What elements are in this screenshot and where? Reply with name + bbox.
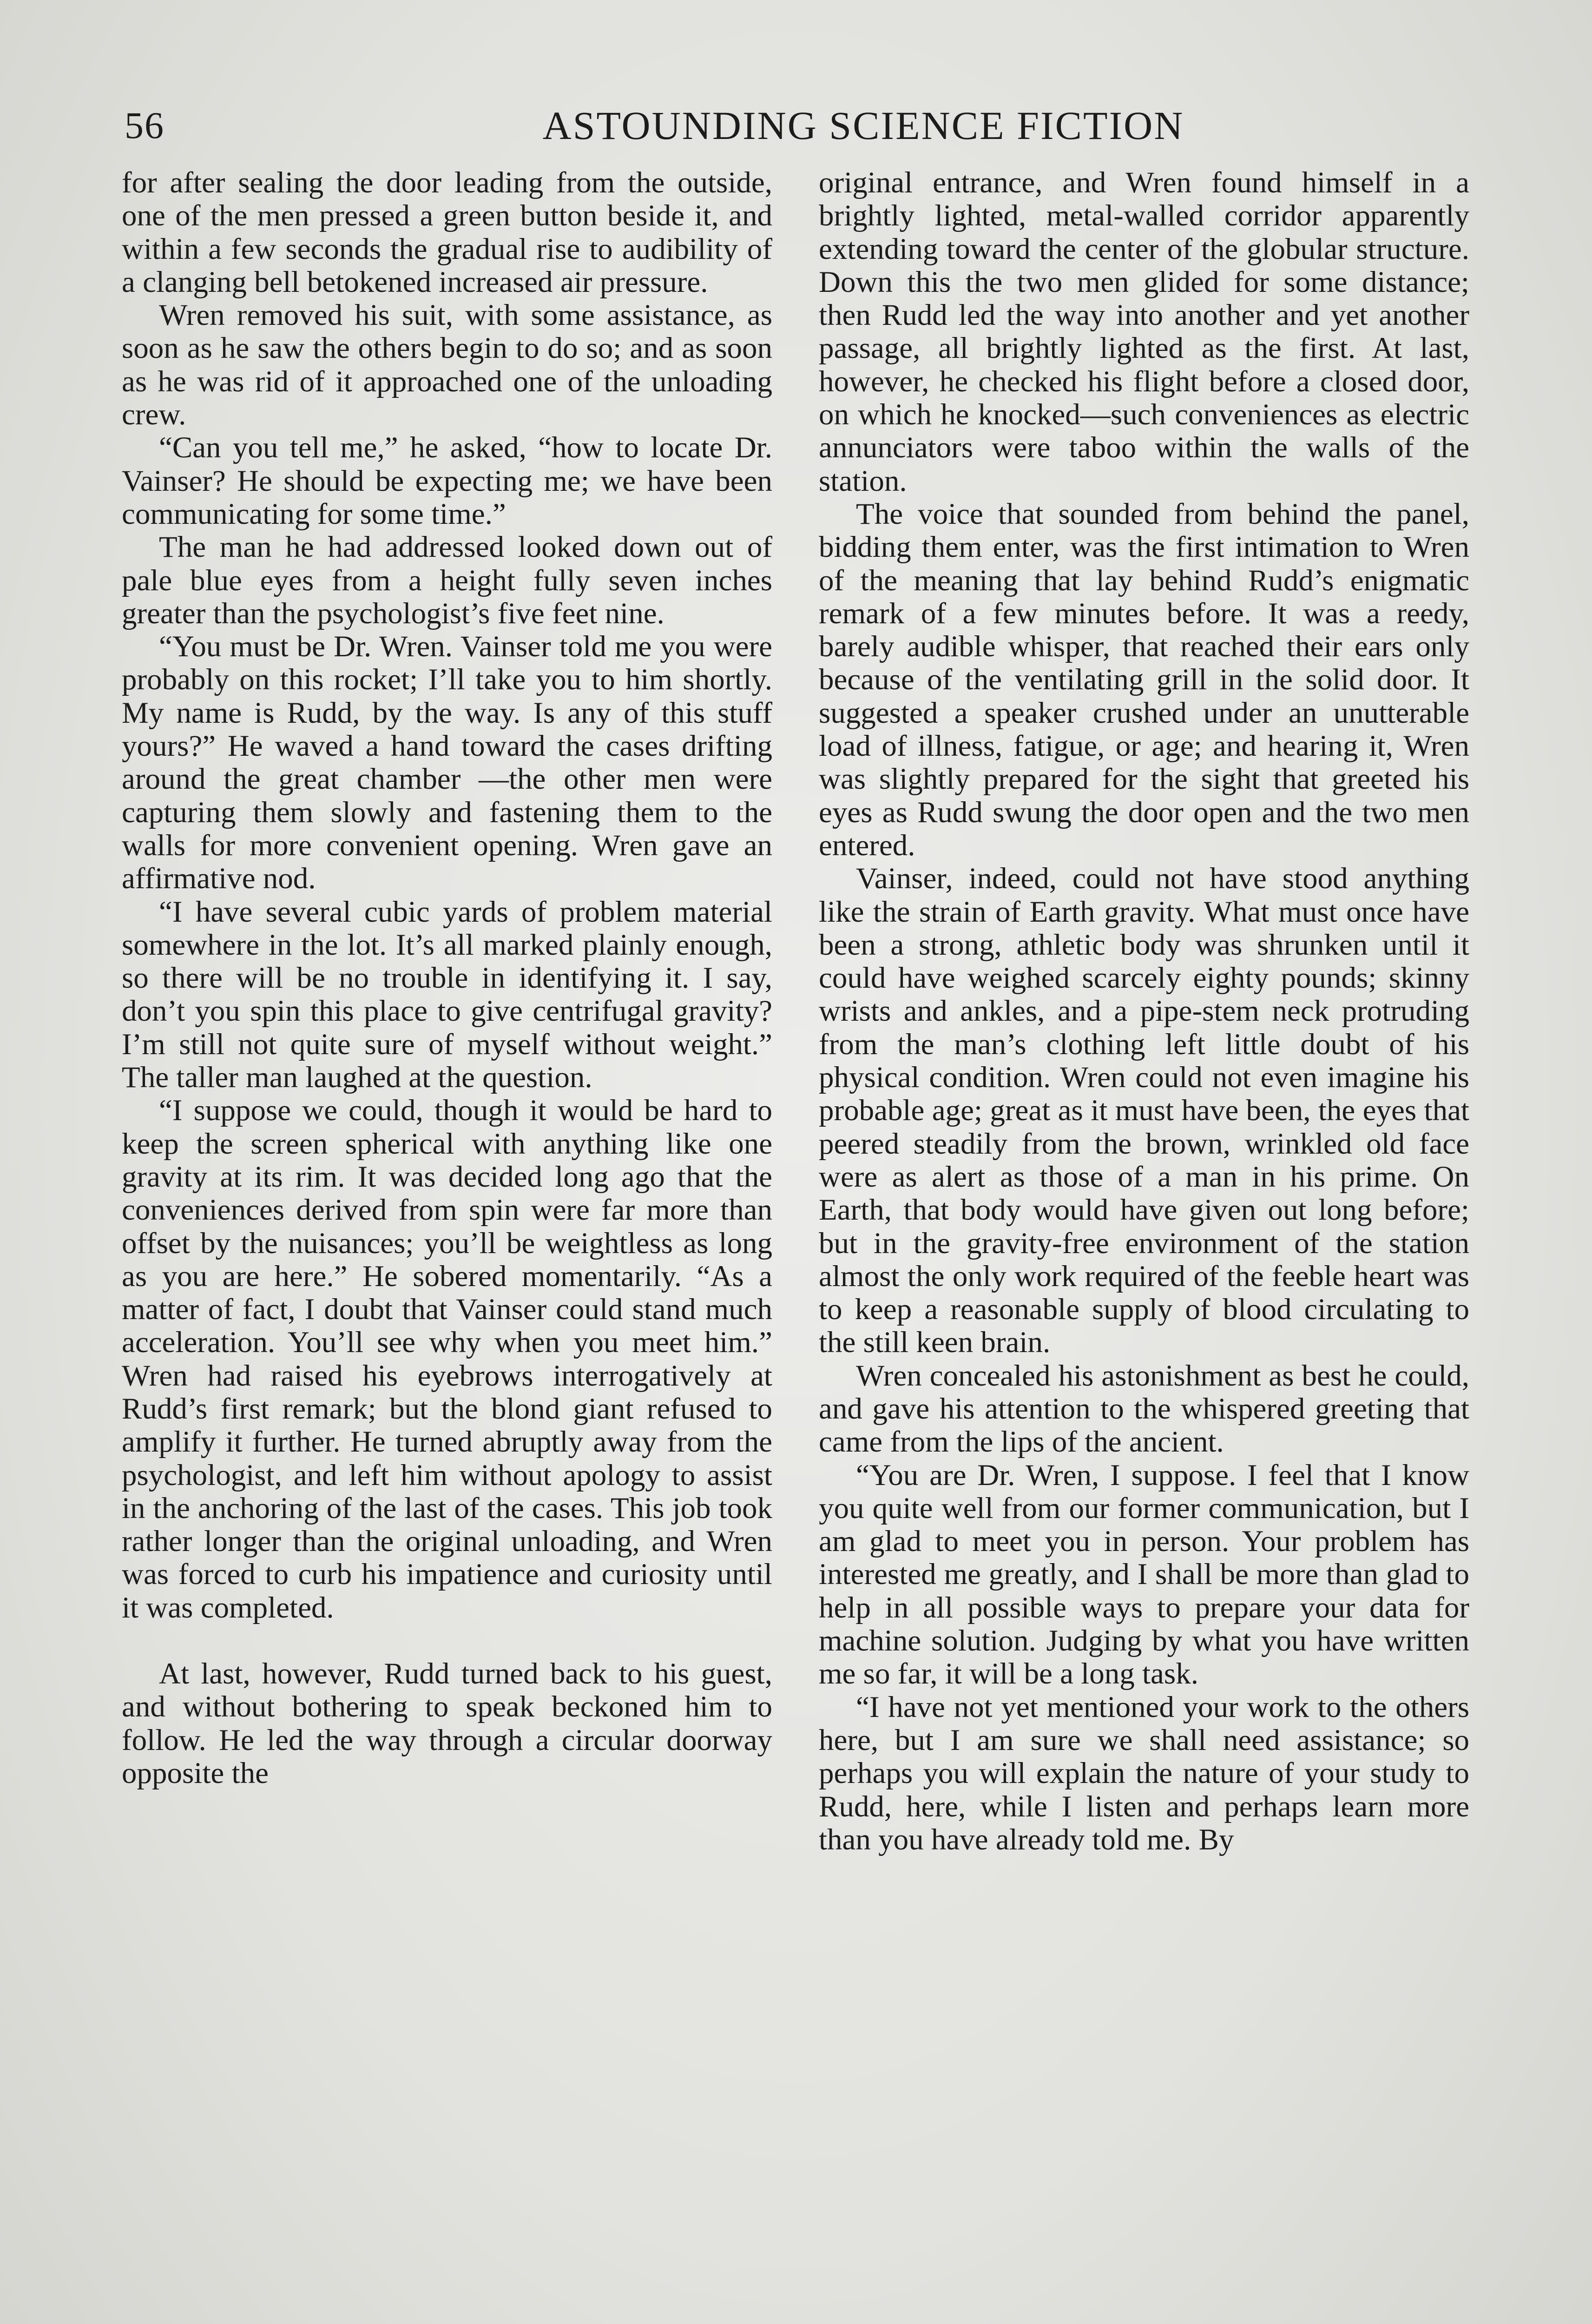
paragraph: original entrance, and Wren found himself in a brightly lighted, metal-walled corridor apparently extending toward the center of the globular structure. Down this the two men glided for some distance; then Rudd led the way into another and yet another passage, all brightly lighted as the first. At last, however, he checked his flight before a closed door, on which he knocked—such conveniences as electric annunciators were taboo within the walls of the station.	[819, 166, 1469, 498]
page-number: 56	[125, 104, 164, 146]
paragraph: Wren removed his suit, with some assistance, as soon as he saw the others begin to do so; and as soon as he was rid of it approached one of the unloading crew.	[122, 298, 772, 432]
left-column	[122, 166, 772, 1790]
paragraph: The man he had addressed looked down out of pale blue eyes from a height fully seven inches greater than the psychologist’s five feet nine.	[122, 530, 772, 630]
paragraph: “You are Dr. Wren, I suppose. I feel that I know you quite well from our former communication, but I am glad to meet you in person. Your problem has interested me greatly, and I shall be more than glad to help in all possible ways to prepare your data for machine solution. Judging by what you have written me so far, it will be a long task.	[819, 1458, 1469, 1691]
paragraph: “Can you tell me,” he asked, “how to locate Dr. Vainser? He should be expecting me; we have been communicating for some time.”	[122, 431, 772, 531]
paragraph: The voice that sounded from behind the panel, bidding them enter, was the first intimation to Wren of the meaning that lay behind Rudd’s enigmatic remark of a few minutes before. It was a reedy, barely audible whisper, that reached their ears only because of the ventilating grill in the solid door. It suggested a speaker crushed under an unutterable load of illness, fatigue, or age; and hearing it, Wren was slightly prepared for the sight that greeted his eyes as Rudd swung the door open and the two men entered.	[819, 497, 1469, 862]
paragraph: At last, however, Rudd turned back to his guest, and without bothering to speak beckoned him to follow. He led the way through a circular doorway opposite the	[122, 1657, 772, 1790]
right-column	[819, 166, 1469, 1856]
page-header	[125, 100, 1491, 151]
running-title: ASTOUNDING SCIENCE FICTION	[542, 103, 1184, 148]
paragraph: “You must be Dr. Wren. Vainser told me you were probably on this rocket; I’ll take you to him shortly. My name is Rudd, by the way. Is any of this stuff yours?” He waved a hand toward the cases drifting around the great chamber —the other men were capturing them slowly and fastening them to the walls for more convenient opening. Wren gave an affirmative nod.	[122, 630, 772, 896]
paragraph: for after sealing the door leading from the outside, one of the men pressed a green button beside it, and within a few seconds the gradual rise to audibility of a clanging bell betokened increased air pressure.	[122, 166, 772, 299]
paragraph: Vainser, indeed, could not have stood anything like the strain of Earth gravity. What must once have been a strong, athletic body was shrunken until it could have weighed scarcely eighty pounds; skinny wrists and ankles, and a pipe-stem neck protruding from the man’s clothing left little doubt of his physical condition. Wren could not even imagine his probable age; great as it must have been, the eyes that peered steadily from the brown, wrinkled old face were as alert as those of a man in his prime. On Earth, that body would have given out long before; but in the gravity-free environment of the station almost the only work required of the feeble heart was to keep a reasonable supply of blood circulating to the still keen brain.	[819, 862, 1469, 1360]
paragraph: “I have not yet mentioned your work to the others here, but I am sure we shall need assistance; so perhaps you will explain the nature of your study to Rudd, here, while I listen and perhaps learn more than you have already told me. By	[819, 1690, 1469, 1856]
paragraph: “I have several cubic yards of problem material somewhere in the lot. It’s all marked plainly enough, so there will be no trouble in identifying it. I say, don’t you spin this place to give centrifugal gravity? I’m still not quite sure of myself without weight.” The taller man laughed at the question.	[122, 895, 772, 1095]
paragraph: Wren concealed his astonishment as best he could, and gave his attention to the whispered greeting that came from the lips of the ancient.	[819, 1359, 1469, 1459]
paragraph: “I suppose we could, though it would be hard to keep the screen spherical with anything like one gravity at its rim. It was decided long ago that the conveniences derived from spin were far more than offset by the nuisances; you’ll be weightless as long as you are here.” He sobered momentarily. “As a matter of fact, I doubt that Vainser could stand much acceleration. You’ll see why when you meet him.” Wren had raised his eyebrows interrogatively at Rudd’s first remark; but the blond giant refused to amplify it further. He turned abruptly away from the psychologist, and left him without apology to assist in the anchoring of the last of the cases. This job took rather longer than the original unloading, and Wren was forced to curb his impatience and curiosity until it was completed.	[122, 1094, 772, 1624]
